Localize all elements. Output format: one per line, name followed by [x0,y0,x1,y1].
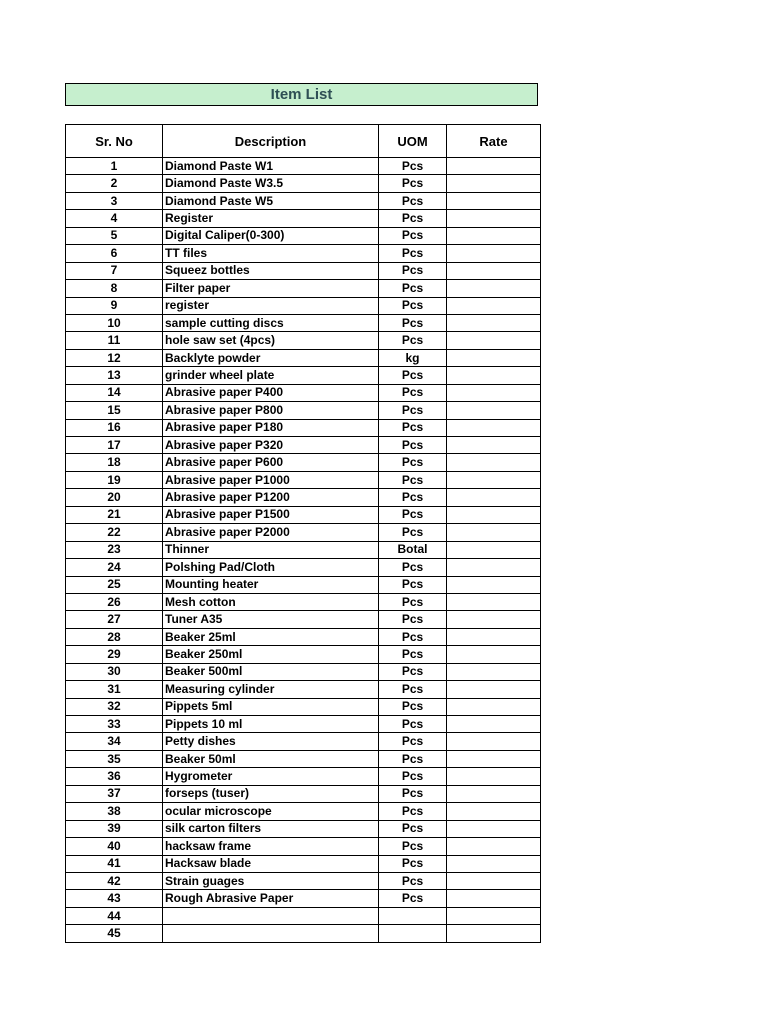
cell-sr-no: 22 [66,524,163,541]
cell-uom: Pcs [379,367,447,384]
cell-description: silk carton filters [163,820,379,837]
cell-sr-no: 32 [66,698,163,715]
cell-rate [447,384,541,401]
table-row [66,332,541,349]
table-row [66,820,541,837]
cell-description: Abrasive paper P320 [163,437,379,454]
cell-description: Pippets 5ml [163,698,379,715]
cell-rate [447,646,541,663]
table-row [66,785,541,802]
cell-rate [447,454,541,471]
cell-uom: Pcs [379,681,447,698]
cell-uom: Pcs [379,245,447,262]
cell-description: Beaker 25ml [163,628,379,645]
cell-sr-no: 40 [66,838,163,855]
cell-sr-no: 17 [66,437,163,454]
cell-rate [447,681,541,698]
cell-rate [447,506,541,523]
cell-uom: Pcs [379,750,447,767]
cell-uom: Pcs [379,158,447,175]
cell-rate [447,733,541,750]
cell-description: Backlyte powder [163,349,379,366]
table-row [66,541,541,558]
cell-rate [447,855,541,872]
table-row [66,890,541,907]
cell-sr-no: 3 [66,192,163,209]
cell-description: Mesh cotton [163,593,379,610]
table-row [66,245,541,262]
header-row [66,125,541,158]
cell-rate [447,663,541,680]
cell-sr-no: 4 [66,210,163,227]
cell-rate [447,925,541,942]
cell-rate [447,593,541,610]
cell-sr-no: 43 [66,890,163,907]
table-row [66,872,541,889]
cell-uom: Pcs [379,402,447,419]
cell-uom: Pcs [379,872,447,889]
cell-sr-no: 29 [66,646,163,663]
cell-sr-no: 35 [66,750,163,767]
cell-uom: Pcs [379,646,447,663]
cell-uom: Pcs [379,210,447,227]
cell-rate [447,367,541,384]
cell-sr-no: 16 [66,419,163,436]
cell-sr-no: 33 [66,716,163,733]
cell-uom: Pcs [379,262,447,279]
cell-uom [379,925,447,942]
table-row [66,280,541,297]
table-row [66,716,541,733]
cell-uom: Pcs [379,838,447,855]
cell-sr-no: 20 [66,489,163,506]
cell-description: Hacksaw blade [163,855,379,872]
cell-uom: Pcs [379,768,447,785]
cell-uom: Botal [379,541,447,558]
cell-rate [447,332,541,349]
cell-description: Beaker 500ml [163,663,379,680]
cell-sr-no: 27 [66,611,163,628]
cell-sr-no: 11 [66,332,163,349]
cell-description [163,907,379,924]
cell-sr-no: 28 [66,628,163,645]
cell-description: Tuner A35 [163,611,379,628]
table-row [66,506,541,523]
cell-sr-no: 10 [66,314,163,331]
table-row [66,576,541,593]
table-row [66,158,541,175]
cell-sr-no: 30 [66,663,163,680]
cell-description: Abrasive paper P1500 [163,506,379,523]
cell-sr-no: 42 [66,872,163,889]
cell-uom: Pcs [379,489,447,506]
cell-description: Abrasive paper P800 [163,402,379,419]
cell-rate [447,820,541,837]
cell-uom: Pcs [379,820,447,837]
cell-uom: Pcs [379,506,447,523]
cell-rate [447,628,541,645]
cell-rate [447,785,541,802]
cell-sr-no: 25 [66,576,163,593]
cell-uom: Pcs [379,803,447,820]
cell-sr-no: 38 [66,803,163,820]
cell-sr-no: 18 [66,454,163,471]
table-row [66,803,541,820]
cell-uom: Pcs [379,785,447,802]
cell-description: register [163,297,379,314]
table-row [66,838,541,855]
cell-rate [447,297,541,314]
cell-uom: Pcs [379,454,447,471]
table-row [66,175,541,192]
cell-description [163,925,379,942]
table-row [66,402,541,419]
cell-description: Diamond Paste W5 [163,192,379,209]
table-row [66,855,541,872]
cell-rate [447,803,541,820]
cell-uom: Pcs [379,332,447,349]
table-row [66,489,541,506]
cell-rate [447,437,541,454]
cell-description: Hygrometer [163,768,379,785]
cell-uom: Pcs [379,471,447,488]
cell-sr-no: 13 [66,367,163,384]
cell-sr-no: 15 [66,402,163,419]
cell-sr-no: 36 [66,768,163,785]
cell-uom: Pcs [379,628,447,645]
cell-rate [447,262,541,279]
cell-sr-no: 2 [66,175,163,192]
cell-sr-no: 45 [66,925,163,942]
cell-sr-no: 8 [66,280,163,297]
cell-description: Measuring cylinder [163,681,379,698]
cell-sr-no: 5 [66,227,163,244]
cell-description: Thinner [163,541,379,558]
table-row [66,663,541,680]
cell-sr-no: 7 [66,262,163,279]
cell-rate [447,192,541,209]
cell-rate [447,419,541,436]
cell-description: Digital Caliper(0-300) [163,227,379,244]
cell-rate [447,175,541,192]
cell-uom: Pcs [379,437,447,454]
cell-uom: Pcs [379,559,447,576]
cell-rate [447,227,541,244]
cell-uom: Pcs [379,280,447,297]
table-row [66,593,541,610]
cell-sr-no: 31 [66,681,163,698]
cell-description: Abrasive paper P600 [163,454,379,471]
table-row [66,681,541,698]
cell-rate [447,576,541,593]
cell-uom: kg [379,349,447,366]
item-table [65,124,541,943]
cell-description: ocular microscope [163,803,379,820]
cell-rate [447,489,541,506]
cell-rate [447,890,541,907]
cell-rate [447,280,541,297]
cell-sr-no: 1 [66,158,163,175]
cell-description: Diamond Paste W1 [163,158,379,175]
table-row [66,698,541,715]
cell-rate [447,245,541,262]
cell-rate [447,716,541,733]
page-title: Item List [65,83,538,106]
table-row [66,314,541,331]
cell-uom: Pcs [379,524,447,541]
cell-uom: Pcs [379,890,447,907]
cell-sr-no: 21 [66,506,163,523]
table-row [66,559,541,576]
cell-description: Petty dishes [163,733,379,750]
cell-uom: Pcs [379,192,447,209]
cell-description: Diamond Paste W3.5 [163,175,379,192]
cell-sr-no: 6 [66,245,163,262]
cell-description: Mounting heater [163,576,379,593]
cell-description: Register [163,210,379,227]
cell-sr-no: 23 [66,541,163,558]
cell-uom: Pcs [379,593,447,610]
cell-sr-no: 26 [66,593,163,610]
cell-sr-no: 41 [66,855,163,872]
cell-rate [447,314,541,331]
cell-uom: Pcs [379,175,447,192]
cell-description: Abrasive paper P1000 [163,471,379,488]
table-row [66,524,541,541]
cell-uom: Pcs [379,227,447,244]
cell-rate [447,402,541,419]
cell-rate [447,750,541,767]
cell-sr-no: 12 [66,349,163,366]
cell-uom: Pcs [379,663,447,680]
cell-description: forseps (tuser) [163,785,379,802]
table-row [66,437,541,454]
cell-description: Abrasive paper P180 [163,419,379,436]
table-row [66,262,541,279]
cell-sr-no: 19 [66,471,163,488]
header-rate: Rate [447,125,541,158]
cell-description: Squeez bottles [163,262,379,279]
cell-uom: Pcs [379,716,447,733]
table-row [66,454,541,471]
cell-sr-no: 39 [66,820,163,837]
cell-uom: Pcs [379,314,447,331]
cell-uom: Pcs [379,698,447,715]
cell-rate [447,158,541,175]
cell-description: Filter paper [163,280,379,297]
cell-uom: Pcs [379,855,447,872]
cell-description: Abrasive paper P1200 [163,489,379,506]
table-row [66,628,541,645]
table-row [66,192,541,209]
cell-description: TT files [163,245,379,262]
cell-description: Rough Abrasive Paper [163,890,379,907]
cell-description: Pippets 10 ml [163,716,379,733]
table-row [66,367,541,384]
cell-description: grinder wheel plate [163,367,379,384]
cell-rate [447,349,541,366]
cell-sr-no: 9 [66,297,163,314]
cell-description: Polshing Pad/Cloth [163,559,379,576]
cell-uom: Pcs [379,611,447,628]
cell-uom [379,907,447,924]
cell-description: hacksaw frame [163,838,379,855]
cell-sr-no: 44 [66,907,163,924]
table-row [66,227,541,244]
cell-rate [447,768,541,785]
cell-description: sample cutting discs [163,314,379,331]
header-uom: UOM [379,125,447,158]
cell-uom: Pcs [379,733,447,750]
cell-description: Abrasive paper P400 [163,384,379,401]
cell-description: Beaker 50ml [163,750,379,767]
cell-rate [447,838,541,855]
table-row [66,768,541,785]
table-row [66,297,541,314]
table-row [66,419,541,436]
cell-uom: Pcs [379,419,447,436]
cell-description: Strain guages [163,872,379,889]
cell-sr-no: 24 [66,559,163,576]
cell-rate [447,698,541,715]
cell-uom: Pcs [379,576,447,593]
cell-rate [447,524,541,541]
cell-uom: Pcs [379,297,447,314]
table-row [66,471,541,488]
cell-rate [447,210,541,227]
cell-sr-no: 37 [66,785,163,802]
table-row [66,646,541,663]
cell-description: Abrasive paper P2000 [163,524,379,541]
table-row [66,925,541,942]
table-row [66,384,541,401]
table-row [66,750,541,767]
cell-description: Beaker 250ml [163,646,379,663]
table-row [66,907,541,924]
cell-uom: Pcs [379,384,447,401]
table-row [66,210,541,227]
cell-rate [447,541,541,558]
cell-rate [447,559,541,576]
cell-rate [447,611,541,628]
cell-sr-no: 14 [66,384,163,401]
table-row [66,733,541,750]
cell-sr-no: 34 [66,733,163,750]
cell-rate [447,872,541,889]
cell-description: hole saw set (4pcs) [163,332,379,349]
cell-rate [447,471,541,488]
table-row [66,349,541,366]
cell-rate [447,907,541,924]
table-row [66,611,541,628]
header-description: Description [163,125,379,158]
header-sr-no: Sr. No [66,125,163,158]
